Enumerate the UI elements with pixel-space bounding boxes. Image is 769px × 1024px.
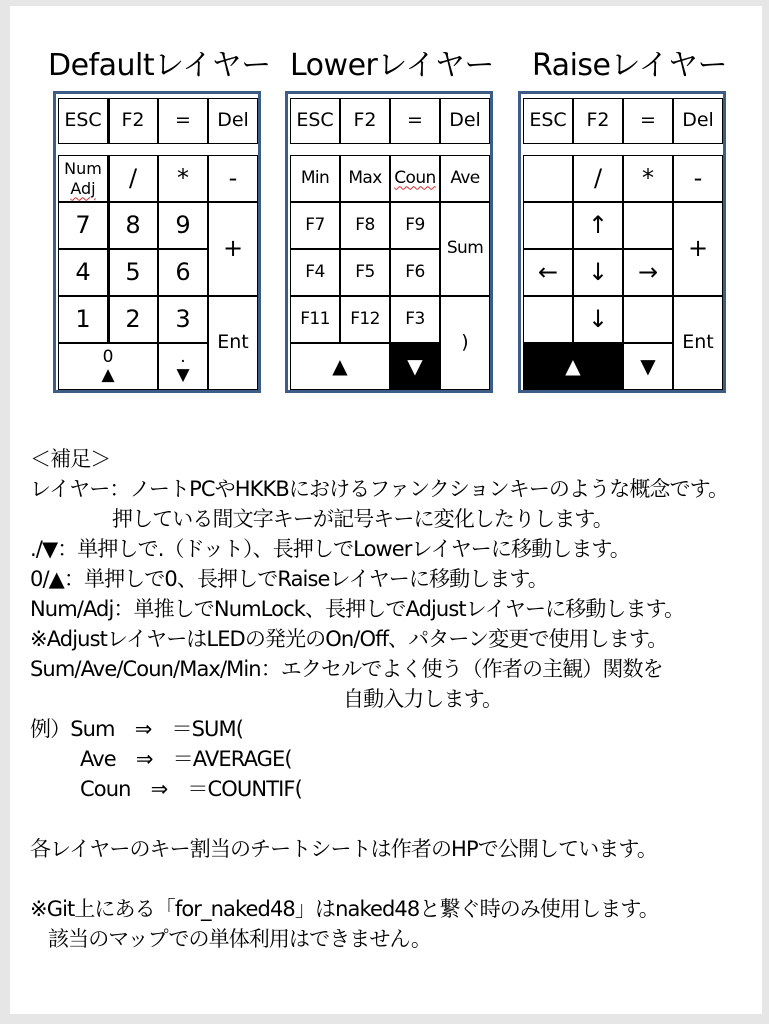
key-f2: F2 (340, 98, 390, 144)
key-f6: F6 (390, 249, 440, 296)
key-coun-label: Coun (394, 167, 436, 188)
key-arrow-right: → (623, 249, 673, 296)
key-arrow-up: ↑ (573, 202, 623, 249)
key-7: 7 (58, 202, 108, 249)
key-num-adj (58, 155, 108, 202)
note-layer-def-cont: 押している間文字キーが記号キーに変化したりします。 (112, 507, 613, 531)
default-layer-title: Defaultレイヤー (48, 48, 271, 83)
key-blank (623, 296, 673, 343)
key-blank (623, 202, 673, 249)
key-9: 9 (158, 202, 208, 249)
key-ave: Ave (440, 155, 490, 202)
key-adj-label: Adj (70, 178, 96, 198)
note-functions: Sum/Ave/Coun/Max/Min：エクセルでよく使う（作者の主観）関数を (30, 657, 663, 681)
key-f2: F2 (108, 98, 158, 144)
key-blank (523, 155, 573, 202)
note-zero-key: 0/▲：単押しで0、長押しでRaiseレイヤーに移動します。 (30, 567, 548, 591)
key-blank (523, 296, 573, 343)
key-zero (58, 343, 158, 390)
up-triangle-icon: ▲ (101, 364, 115, 385)
note-cheatsheet: 各レイヤーのキー割当のチートシートは作者のHPで公開しています。 (30, 837, 657, 861)
column-separator (107, 155, 110, 343)
raise-layer-title: Raiseレイヤー (532, 48, 727, 83)
key-f11: F11 (290, 296, 340, 343)
key-arrow-down-2: ↓ (573, 296, 623, 343)
key-lower-active: ▼ (390, 343, 440, 390)
key-sum: Sum (440, 202, 490, 296)
key-raise-active: ▲ (523, 343, 623, 390)
key-arrow-left: ← (523, 249, 573, 296)
note-numadj-key: Num/Adj：単推しでNumLock、長押しでAdjustレイヤーに移動します。 (30, 597, 685, 621)
note-git-cont: 該当のマップでの単体利用はできません。 (48, 927, 431, 951)
key-1: 1 (58, 296, 108, 343)
note-dot-key: ./▼：単押しで.（ドット）、長押しでLowerレイヤーに移動します。 (30, 537, 630, 561)
key-asterisk: * (158, 155, 208, 202)
key-f9: F9 (390, 202, 440, 249)
key-raise: ▲ (290, 343, 390, 390)
key-esc: ESC (58, 98, 108, 144)
note-layer-def: レイヤー：ノートPCやHKKBにおけるファンクションキーのような概念です。 (30, 477, 729, 501)
column-separator (107, 98, 110, 144)
key-blank (523, 202, 573, 249)
key-f5: F5 (340, 249, 390, 296)
key-3: 3 (158, 296, 208, 343)
key-lower: ▼ (623, 343, 673, 390)
note-adjust-layer: ※AdjustレイヤーはLEDの発光のOn/Off、パターン変更で使用します。 (30, 627, 668, 651)
key-f4: F4 (290, 249, 340, 296)
key-del: Del (440, 98, 490, 144)
notes-heading: ＜補足＞ (30, 447, 111, 471)
example-sum: 例）Sum ⇒ ＝SUM( (30, 717, 244, 741)
example-coun: Coun ⇒ ＝COUNTIF( (80, 777, 302, 801)
lower-layer-title: Lowerレイヤー (290, 48, 494, 83)
key-arrow-down: ↓ (573, 249, 623, 296)
spacer (30, 804, 769, 834)
key-enter: Ent (673, 296, 723, 390)
key-num-label: Num (64, 159, 102, 179)
key-equals: = (158, 98, 208, 144)
key-plus: + (673, 202, 723, 296)
key-f2: F2 (573, 98, 623, 144)
key-enter: Ent (208, 296, 258, 390)
key-5: 5 (108, 249, 158, 296)
key-slash: / (108, 155, 158, 202)
supplement-notes (30, 444, 769, 954)
key-max: Max (340, 155, 390, 202)
key-del: Del (208, 98, 258, 144)
example-ave: Ave ⇒ ＝AVERAGE( (80, 747, 292, 771)
key-minus: - (673, 155, 723, 202)
key-minus: - (208, 155, 258, 202)
key-esc: ESC (523, 98, 573, 144)
key-f12: F12 (340, 296, 390, 343)
spacer (30, 864, 769, 894)
raise-layer-keyboard (518, 91, 726, 393)
lower-layer-keyboard (285, 91, 493, 393)
note-functions-cont: 自動入力します。 (343, 687, 503, 711)
default-layer-keyboard (53, 91, 261, 393)
key-coun (390, 155, 440, 202)
key-esc: ESC (290, 98, 340, 144)
key-del: Del (673, 98, 723, 144)
note-git: ※Git上にある「for_naked48」はnaked48と繋ぐ時のみ使用します。 (30, 897, 659, 921)
key-4: 4 (58, 249, 108, 296)
down-triangle-icon: ▼ (176, 364, 190, 385)
key-dot (158, 343, 208, 390)
key-f8: F8 (340, 202, 390, 249)
key-8: 8 (108, 202, 158, 249)
key-f7: F7 (290, 202, 340, 249)
key-2: 2 (108, 296, 158, 343)
key-equals: = (390, 98, 440, 144)
key-plus: + (208, 202, 258, 296)
key-6: 6 (158, 249, 208, 296)
key-close-paren: ) (440, 296, 490, 390)
key-equals: = (623, 98, 673, 144)
key-zero-label: 0 (102, 346, 114, 367)
key-slash: / (573, 155, 623, 202)
key-dot-label: . (180, 346, 186, 367)
key-min: Min (290, 155, 340, 202)
key-asterisk: * (623, 155, 673, 202)
key-f3: F3 (390, 296, 440, 343)
